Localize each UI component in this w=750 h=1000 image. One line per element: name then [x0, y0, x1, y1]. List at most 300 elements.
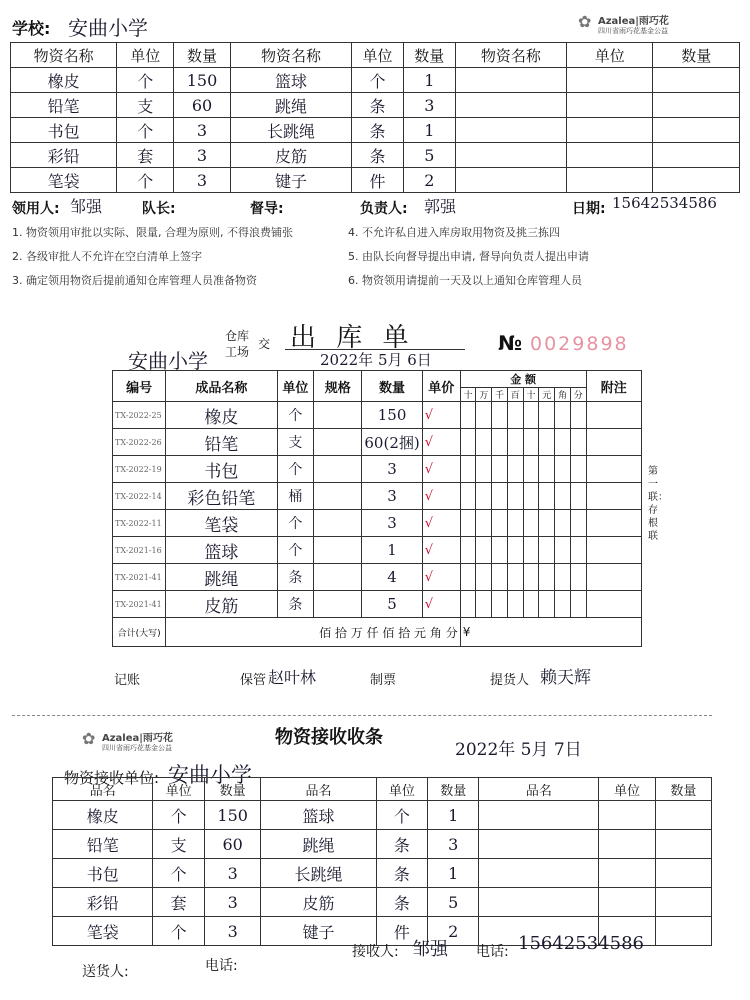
- note-6: 6. 物资领用请提前一天及以上通知仓库管理人员: [348, 274, 582, 287]
- table-cell: 个: [117, 118, 174, 143]
- top-table-row: [11, 143, 740, 168]
- delivery-note: [100, 315, 690, 695]
- school-label: 学校:: [12, 19, 51, 38]
- delivery-price: √: [422, 483, 460, 510]
- empty-cell: [492, 402, 508, 429]
- delivery-row: [113, 483, 642, 510]
- col-header: 品名: [261, 778, 376, 801]
- brand-logo: [578, 10, 738, 40]
- delivery-row: [113, 564, 642, 591]
- receipt-form: [0, 715, 750, 1000]
- empty-cell: [523, 483, 539, 510]
- table-cell: [599, 888, 655, 917]
- total-row: [113, 618, 642, 647]
- empty-cell: [476, 591, 492, 618]
- table-cell: [653, 118, 740, 143]
- receipt-phone-value: 15642534586: [518, 933, 644, 954]
- receiver-signature: 邹强: [70, 197, 103, 216]
- top-table-row: [11, 118, 740, 143]
- sender-label: 送货人:: [82, 964, 129, 980]
- empty-cell: [314, 429, 362, 456]
- delivery-code: TX-2022-26: [113, 429, 166, 456]
- side-note: 第一联：存根联: [648, 466, 668, 542]
- empty-cell: [539, 564, 555, 591]
- empty-cell: [460, 510, 476, 537]
- delivery-unit: 桶: [277, 483, 313, 510]
- table-cell: [655, 801, 711, 830]
- table-cell: [455, 168, 566, 193]
- receipt-receiver-label: 接收人:: [352, 944, 399, 960]
- empty-cell: [507, 537, 523, 564]
- table-cell: [599, 830, 655, 859]
- school-value: 安曲小学: [68, 16, 148, 40]
- table-cell: 60: [174, 93, 231, 118]
- table-cell: 篮球: [230, 68, 351, 93]
- col-qty: 数量: [362, 371, 422, 402]
- captain-label: 队长:: [142, 201, 176, 217]
- table-cell: [455, 143, 566, 168]
- receipt-unit-label: 物资接收单位:: [64, 769, 160, 787]
- empty-cell: [314, 456, 362, 483]
- col-header: 数量: [428, 778, 479, 801]
- table-cell: 5: [428, 888, 479, 917]
- empty-cell: [570, 564, 586, 591]
- empty-cell: [492, 483, 508, 510]
- delivery-code: TX-2022-11: [113, 510, 166, 537]
- table-cell: [655, 859, 711, 888]
- empty-cell: [476, 537, 492, 564]
- bookkeeping-label: 记账: [114, 673, 141, 688]
- empty-cell: [507, 591, 523, 618]
- empty-cell: [570, 483, 586, 510]
- table-cell: 长跳绳: [230, 118, 351, 143]
- col-header: 单位: [566, 43, 652, 68]
- table-cell: 2: [428, 917, 479, 946]
- table-cell: 铅笔: [53, 830, 153, 859]
- delivery-price: √: [422, 402, 460, 429]
- empty-cell: [570, 510, 586, 537]
- empty-cell: [555, 402, 571, 429]
- empty-cell: [492, 564, 508, 591]
- delivery-name: 书包: [166, 456, 277, 483]
- delivery-unit: 个: [277, 402, 313, 429]
- empty-cell: [523, 456, 539, 483]
- empty-cell: [555, 591, 571, 618]
- table-cell: 150: [204, 801, 261, 830]
- empty-cell: [586, 429, 641, 456]
- delivery-date: 2022年 5月 6日: [320, 351, 432, 369]
- empty-cell: [492, 429, 508, 456]
- table-cell: 个: [153, 917, 204, 946]
- empty-cell: [492, 456, 508, 483]
- empty-cell: [586, 402, 641, 429]
- delivery-qty: 3: [362, 483, 422, 510]
- note-5: 5. 由队长向督导提出申请, 督导向负责人提出申请: [348, 250, 589, 263]
- delivery-qty: 3: [362, 510, 422, 537]
- table-cell: [455, 93, 566, 118]
- delivery-price: √: [422, 510, 460, 537]
- top-table-row: [11, 93, 740, 118]
- empty-cell: [539, 402, 555, 429]
- receipt-logo: [82, 727, 242, 757]
- table-cell: 彩铅: [11, 143, 117, 168]
- flower-icon: ✿: [82, 729, 96, 748]
- delivery-table: [112, 370, 642, 647]
- amount-subheader: 元: [539, 388, 555, 402]
- table-cell: 3: [174, 168, 231, 193]
- delivery-name: 彩色铅笔: [166, 483, 277, 510]
- top-items-table: [10, 42, 740, 193]
- empty-cell: [555, 456, 571, 483]
- delivery-code: TX-2022-25: [113, 402, 166, 429]
- table-cell: 条: [352, 118, 404, 143]
- empty-cell: [523, 591, 539, 618]
- table-cell: 3: [174, 143, 231, 168]
- delivery-row: [113, 456, 642, 483]
- table-cell: 长跳绳: [261, 859, 376, 888]
- col-header: 数量: [655, 778, 711, 801]
- table-cell: [599, 859, 655, 888]
- table-cell: 5: [403, 143, 455, 168]
- table-cell: [566, 68, 652, 93]
- table-cell: 铅笔: [11, 93, 117, 118]
- amount-subheader: 十: [523, 388, 539, 402]
- table-cell: 支: [117, 93, 174, 118]
- table-cell: 套: [117, 143, 174, 168]
- col-header: 品名: [53, 778, 153, 801]
- table-cell: 1: [428, 801, 479, 830]
- top-table-header: [11, 43, 740, 68]
- delivery-unit: 条: [277, 591, 313, 618]
- table-cell: 条: [352, 93, 404, 118]
- table-cell: [479, 830, 599, 859]
- table-cell: 篮球: [261, 801, 376, 830]
- delivery-price: √: [422, 564, 460, 591]
- empty-cell: [314, 483, 362, 510]
- table-cell: 150: [174, 68, 231, 93]
- delivery-unit: 支: [277, 429, 313, 456]
- col-header: 物资名称: [455, 43, 566, 68]
- empty-cell: [555, 537, 571, 564]
- empty-cell: [539, 429, 555, 456]
- table-cell: [455, 118, 566, 143]
- logo-text: Azalea|雨巧花: [598, 16, 669, 27]
- note-3: 3. 确定领用物资后提前通知仓库管理人员准备物资: [12, 274, 257, 287]
- table-cell: 橡皮: [11, 68, 117, 93]
- empty-cell: [476, 483, 492, 510]
- empty-cell: [586, 456, 641, 483]
- empty-cell: [570, 591, 586, 618]
- empty-cell: [476, 456, 492, 483]
- table-cell: 笔袋: [11, 168, 117, 193]
- empty-cell: [492, 591, 508, 618]
- table-cell: [455, 68, 566, 93]
- receipt-row: [53, 801, 712, 830]
- table-cell: 跳绳: [261, 830, 376, 859]
- delivery-unit: 个: [277, 456, 313, 483]
- table-cell: [566, 93, 652, 118]
- table-cell: 60: [204, 830, 261, 859]
- delivery-unit: 个: [277, 510, 313, 537]
- table-cell: 条: [376, 888, 427, 917]
- col-price: 单价: [422, 371, 460, 402]
- amount-subheader: 分: [570, 388, 586, 402]
- responsible-label: 负责人:: [360, 201, 408, 217]
- table-cell: 套: [153, 888, 204, 917]
- total-units: 佰 拾 万 仟 佰 拾 元 角 分: [166, 618, 461, 647]
- table-cell: 跳绳: [230, 93, 351, 118]
- delivery-name: 笔袋: [166, 510, 277, 537]
- delivery-qty: 60(2捆): [362, 429, 422, 456]
- empty-cell: [314, 591, 362, 618]
- delivery-name: 皮筋: [166, 591, 277, 618]
- delivery-code: TX-2021-16: [113, 537, 166, 564]
- number-label: №: [498, 331, 523, 355]
- supervisor-label: 督导:: [250, 201, 284, 217]
- empty-cell: [586, 591, 641, 618]
- table-cell: 键子: [261, 917, 376, 946]
- col-spec: 规格: [314, 371, 362, 402]
- delivery-row: [113, 537, 642, 564]
- delivery-qty: 4: [362, 564, 422, 591]
- table-cell: [653, 68, 740, 93]
- delivery-qty: 150: [362, 402, 422, 429]
- delivery-row: [113, 429, 642, 456]
- empty-cell: [523, 429, 539, 456]
- empty-cell: [539, 537, 555, 564]
- empty-cell: [539, 456, 555, 483]
- col-header: 单位: [352, 43, 404, 68]
- empty-cell: [476, 564, 492, 591]
- total-yen: ¥: [460, 618, 641, 647]
- delivery-row: [113, 591, 642, 618]
- table-cell: [566, 118, 652, 143]
- responsible-signature: 郭强: [424, 197, 457, 216]
- table-cell: [653, 143, 740, 168]
- delivery-code: TX-2022-14: [113, 483, 166, 510]
- receipt-top-border: [12, 715, 712, 716]
- receipt-unit-value: 安曲小学: [168, 763, 252, 787]
- delivery-title: 出 库 单: [290, 323, 415, 353]
- table-cell: 3: [174, 118, 231, 143]
- hand-over-label: 交: [258, 337, 271, 351]
- table-cell: 个: [153, 859, 204, 888]
- logo-subtext: 四川省雨巧花基金公益: [102, 744, 172, 752]
- delivery-row: [113, 402, 642, 429]
- col-header: 单位: [599, 778, 655, 801]
- receipt-title: 物资接收收条: [275, 727, 383, 748]
- table-cell: 1: [403, 68, 455, 93]
- amount-subheader: 百: [507, 388, 523, 402]
- amount-subheader: 千: [492, 388, 508, 402]
- col-unit: 单位: [277, 371, 313, 402]
- table-cell: [479, 859, 599, 888]
- receipt-row: [53, 859, 712, 888]
- table-cell: 个: [117, 168, 174, 193]
- table-cell: 键子: [230, 168, 351, 193]
- note-2: 2. 各级审批人不允许在空白清单上签字: [12, 250, 202, 263]
- keeper-label: 保管: [240, 673, 267, 688]
- table-cell: 件: [352, 168, 404, 193]
- col-name: 成品名称: [166, 371, 277, 402]
- empty-cell: [523, 510, 539, 537]
- table-cell: 条: [376, 859, 427, 888]
- col-header: 数量: [174, 43, 231, 68]
- date-label: 日期:: [572, 201, 606, 217]
- empty-cell: [460, 591, 476, 618]
- col-header: 数量: [653, 43, 740, 68]
- empty-cell: [460, 402, 476, 429]
- table-cell: 书包: [53, 859, 153, 888]
- table-cell: 条: [352, 143, 404, 168]
- empty-cell: [460, 456, 476, 483]
- col-remark: 附注: [586, 371, 641, 402]
- empty-cell: [314, 564, 362, 591]
- workshop-label: 工场: [225, 345, 250, 359]
- top-form: [8, 6, 743, 296]
- delivery-qty: 1: [362, 537, 422, 564]
- empty-cell: [586, 510, 641, 537]
- table-cell: 3: [428, 830, 479, 859]
- empty-cell: [476, 402, 492, 429]
- warehouse-label: 仓库: [225, 329, 250, 343]
- table-cell: 皮筋: [261, 888, 376, 917]
- table-cell: [655, 830, 711, 859]
- logo-subtext: 四川省雨巧花基金公益: [598, 27, 668, 35]
- empty-cell: [523, 402, 539, 429]
- number-value: 0029898: [530, 333, 629, 355]
- col-header: 单位: [153, 778, 204, 801]
- table-cell: [653, 93, 740, 118]
- receipt-table-header: [53, 778, 712, 801]
- receipt-phone-label: 电话:: [476, 944, 509, 960]
- table-cell: 笔袋: [53, 917, 153, 946]
- table-cell: 个: [153, 801, 204, 830]
- delivery-unit: 条: [277, 564, 313, 591]
- note-1: 1. 物资领用审批以实际、限量, 合理为原则, 不得浪费铺张: [12, 226, 293, 239]
- table-cell: [566, 168, 652, 193]
- empty-cell: [555, 564, 571, 591]
- table-cell: [655, 917, 711, 946]
- delivery-row: [113, 510, 642, 537]
- empty-cell: [555, 429, 571, 456]
- sender-phone-label: 电话:: [205, 958, 238, 974]
- col-header: 单位: [376, 778, 427, 801]
- delivery-code: TX-2021-41: [113, 591, 166, 618]
- table-cell: [599, 801, 655, 830]
- table-cell: [655, 888, 711, 917]
- col-header: 物资名称: [11, 43, 117, 68]
- table-cell: 彩铅: [53, 888, 153, 917]
- col-amount: 金 额: [460, 371, 586, 388]
- empty-cell: [570, 537, 586, 564]
- table-cell: 支: [153, 830, 204, 859]
- delivery-name: 跳绳: [166, 564, 277, 591]
- logo-text: Azalea|雨巧花: [102, 733, 173, 744]
- col-header: 数量: [403, 43, 455, 68]
- table-cell: 橡皮: [53, 801, 153, 830]
- empty-cell: [460, 483, 476, 510]
- table-cell: 皮筋: [230, 143, 351, 168]
- keeper-signature: 赵叶林: [268, 668, 317, 687]
- pickup-signature: 赖天辉: [540, 668, 591, 688]
- table-cell: 条: [376, 830, 427, 859]
- empty-cell: [476, 510, 492, 537]
- empty-cell: [492, 510, 508, 537]
- col-header: 单位: [117, 43, 174, 68]
- delivery-name: 篮球: [166, 537, 277, 564]
- empty-cell: [586, 483, 641, 510]
- table-cell: [566, 143, 652, 168]
- receipt-row: [53, 888, 712, 917]
- customer-name: 安曲小学: [128, 349, 208, 373]
- amount-subheader: 角: [555, 388, 571, 402]
- empty-cell: [314, 402, 362, 429]
- empty-cell: [492, 537, 508, 564]
- empty-cell: [539, 483, 555, 510]
- date-value: 15642534586: [612, 194, 717, 212]
- table-cell: 3: [403, 93, 455, 118]
- empty-cell: [570, 402, 586, 429]
- col-header: 物资名称: [230, 43, 351, 68]
- col-code: 编号: [113, 371, 166, 402]
- flower-icon: ✿: [578, 12, 592, 31]
- empty-cell: [507, 510, 523, 537]
- empty-cell: [555, 483, 571, 510]
- empty-cell: [460, 564, 476, 591]
- empty-cell: [539, 510, 555, 537]
- top-table-row: [11, 68, 740, 93]
- table-cell: 1: [403, 118, 455, 143]
- empty-cell: [476, 429, 492, 456]
- delivery-code: TX-2021-41: [113, 564, 166, 591]
- receiver-label: 领用人:: [12, 201, 60, 217]
- table-cell: 3: [204, 917, 261, 946]
- table-cell: 3: [204, 859, 261, 888]
- pickup-label: 提货人: [490, 673, 530, 688]
- table-cell: 个: [352, 68, 404, 93]
- delivery-price: √: [422, 429, 460, 456]
- table-cell: 3: [204, 888, 261, 917]
- delivery-price: √: [422, 591, 460, 618]
- empty-cell: [460, 537, 476, 564]
- signature-line: [12, 196, 742, 220]
- table-cell: 个: [117, 68, 174, 93]
- table-cell: 个: [376, 801, 427, 830]
- receipt-row: [53, 830, 712, 859]
- total-label: 合计(大写): [113, 618, 166, 647]
- table-cell: 件: [376, 917, 427, 946]
- delivery-name: 橡皮: [166, 402, 277, 429]
- table-cell: [479, 801, 599, 830]
- amount-subheader: 万: [476, 388, 492, 402]
- empty-cell: [460, 429, 476, 456]
- receipt-receiver-signature: 邹强: [412, 939, 448, 960]
- empty-cell: [555, 510, 571, 537]
- delivery-unit: 个: [277, 537, 313, 564]
- top-table-row: [11, 168, 740, 193]
- amount-subheader: 十: [460, 388, 476, 402]
- empty-cell: [523, 537, 539, 564]
- empty-cell: [314, 510, 362, 537]
- billing-label: 制票: [370, 673, 397, 688]
- empty-cell: [507, 456, 523, 483]
- receipt-date: 2022年 5月 7日: [455, 740, 582, 760]
- empty-cell: [507, 483, 523, 510]
- delivery-price: √: [422, 456, 460, 483]
- empty-cell: [586, 564, 641, 591]
- empty-cell: [314, 537, 362, 564]
